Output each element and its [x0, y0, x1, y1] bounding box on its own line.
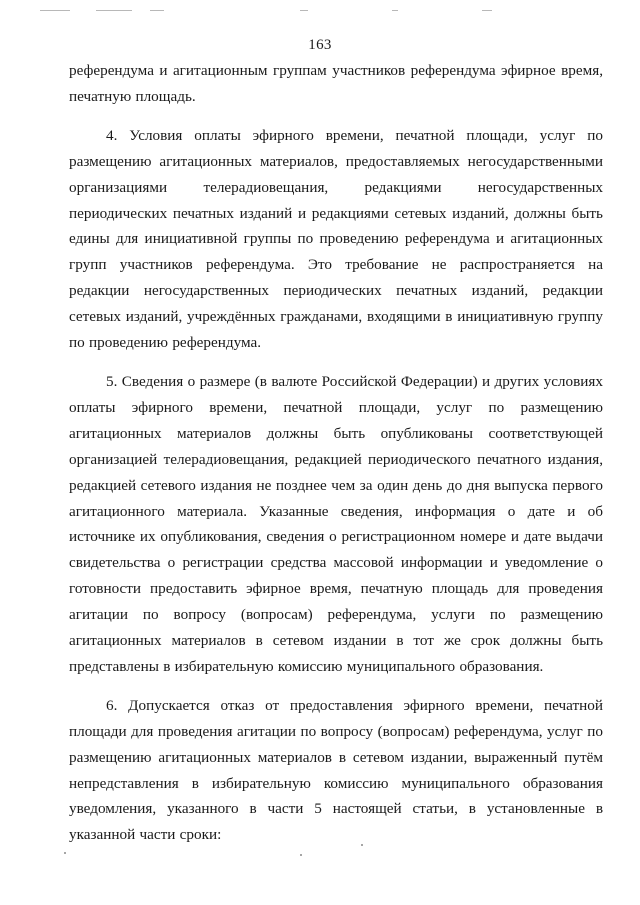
scan-artifact-line — [150, 10, 164, 11]
page-number: 163 — [308, 37, 332, 53]
paragraph-continuation: референдума и агитационным группам участников референдума эфирное время, печатную площадь. — [69, 62, 603, 105]
scan-artifact-line — [96, 10, 132, 11]
scan-artifact-dot — [300, 854, 302, 856]
scan-artifact-dot — [361, 844, 363, 846]
scan-artifact-line — [40, 10, 70, 11]
scan-artifact-line — [392, 10, 398, 11]
paragraph-item-6: 6. Допускается отказ от предоставления эфирного времени, печатной площади для проведения агитации по вопросу (вопросам) референдума, услуг по размещению агитационных материалов в сетевом издании, выраженный путём непредставления в избирательную комиссию муниципального образования уведомления, указанного в части 5 настоящей статьи, в установленные в указанной части сроки: — [69, 696, 603, 844]
paragraph-item-5: 5. Сведения о размере (в валюте Российской Федерации) и других условиях оплаты эфирного времени, печатной площади, услуг по размещению агитационных материалов должны быть опубликованы соответствующей организацией телерадиовещания, редакцией периодического печатного издания, редакцией сетевого издания не позднее чем за один день до дня выпуска первого агитационного материала. Указанные сведения, информация о дате и об источнике их опубликования, сведения о регистрационном номере и дате выдачи свидетельства о регистрации средства массовой информации и уведомление о готовности предоставить эфирное время, печатную площадь для проведения агитации по вопросу (вопросам) референдума, услуги по размещению агитационных материалов в сетевом издании в тот же срок должны быть представлены в избирательную комиссию муниципального образования. — [69, 372, 603, 675]
scan-artifact-dot — [64, 852, 66, 854]
paragraph-item-4: 4. Условия оплаты эфирного времени, печатной площади, услуг по размещению агитационных материалов, предоставляемых негосударственными организациями телерадиовещания, редакциями негосударственных периодических печатных изданий и редакциями сетевых изданий, должны быть едины для инициативной группы по проведению референдума и агитационных групп участников референдума. Это требование не распространяется на редакции негосударственных периодических печатных изданий, редакции сетевых изданий, учреждённых гражданами, входящими в инициативную группу по проведению референдума. — [69, 126, 603, 352]
scan-artifact-line — [300, 10, 308, 11]
document-body — [69, 58, 603, 848]
scan-artifact-line — [482, 10, 492, 11]
